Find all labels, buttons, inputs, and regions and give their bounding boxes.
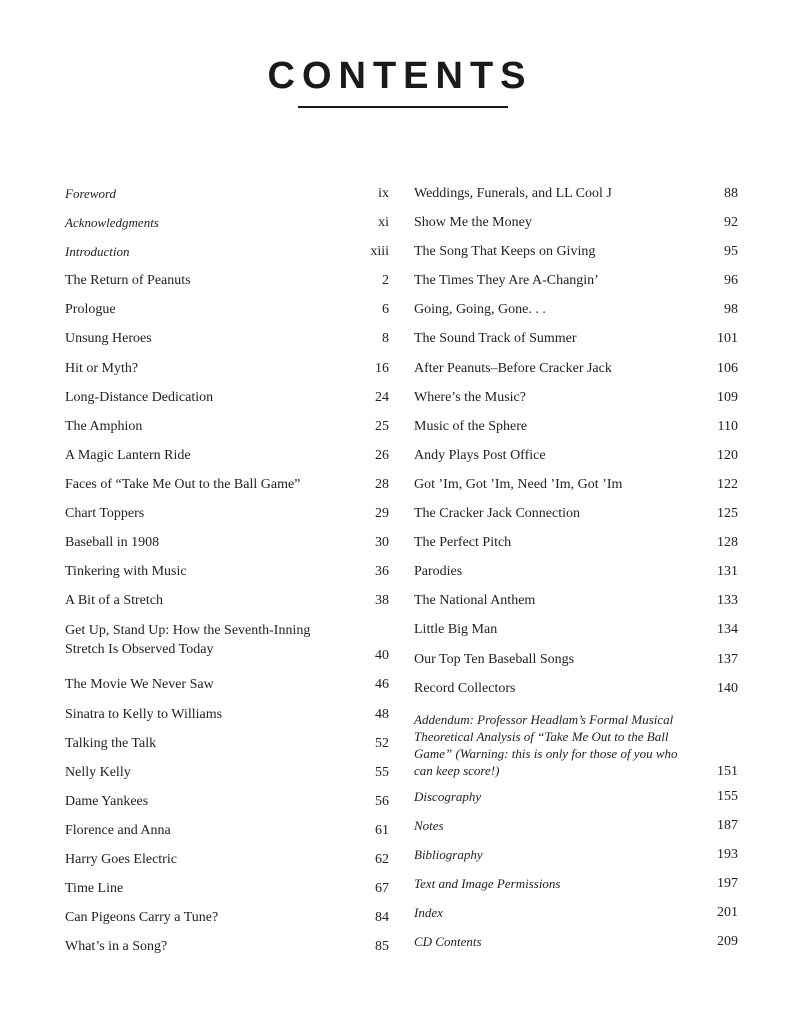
toc-entry — [414, 707, 738, 786]
toc-entry-page: 128 — [717, 535, 738, 551]
page-title: CONTENTS — [267, 55, 533, 97]
toc-entry-title: Index — [414, 905, 443, 921]
toc-entry-page: 56 — [375, 793, 389, 809]
toc-entry — [65, 936, 389, 965]
toc-entry — [65, 270, 389, 299]
toc-entry-page: 101 — [717, 331, 738, 347]
toc-entry-title: Little Big Man — [414, 622, 498, 638]
toc-entry — [65, 907, 389, 936]
toc-entry-title: Music of the Sphere — [414, 418, 528, 434]
toc-entry — [414, 445, 738, 474]
toc-entry-page: ix — [378, 186, 389, 201]
toc-entry-page: 61 — [375, 822, 389, 838]
toc-entry-title: What’s in a Song? — [65, 939, 168, 955]
toc-entry-title: The Amphion — [65, 418, 143, 434]
toc-entry-title: Discography — [414, 788, 482, 804]
toc-entry — [414, 212, 738, 241]
toc-entry-page: 131 — [717, 564, 738, 580]
toc-entry-page: 62 — [375, 851, 389, 867]
toc-entry — [65, 416, 389, 445]
toc-entry-page: 209 — [717, 934, 738, 950]
toc-entry — [65, 474, 389, 503]
toc-entry-title: Notes — [414, 817, 444, 833]
toc-entry — [65, 849, 389, 878]
toc-entry — [414, 270, 738, 299]
toc-entry — [414, 678, 738, 707]
toc-column-left — [65, 183, 389, 965]
toc-entry — [65, 791, 389, 820]
toc-entry-page: 187 — [717, 817, 738, 833]
toc-entry — [414, 328, 738, 357]
toc-entry-title: Acknowledgments — [65, 215, 159, 231]
toc-entry-title: Addendum: Professor Headlam’s Formal Musical Theoretical Analysis of “Take Me Out to the Ball Game” (Warning: this is only for those of you who can keep score!) — [414, 711, 678, 778]
toc-entry-title: Baseball in 1908 — [65, 535, 160, 551]
toc-entry — [65, 445, 389, 474]
toc-entry — [414, 619, 738, 648]
toc-entry — [414, 241, 738, 270]
toc-entry-page: 52 — [375, 735, 389, 751]
title-underline — [298, 106, 508, 108]
toc-entry-page: 155 — [717, 788, 738, 804]
toc-entry-page: 125 — [717, 506, 738, 522]
toc-entry — [414, 873, 738, 902]
toc-entry-page: 84 — [375, 910, 389, 926]
toc-entry — [414, 299, 738, 328]
toc-entry-page: 29 — [375, 506, 389, 522]
toc-entry-page: 26 — [375, 447, 389, 463]
toc-entry — [65, 358, 389, 387]
toc-entry-title: Tinkering with Music — [65, 564, 187, 580]
toc-entry-page: 106 — [717, 360, 738, 376]
toc-entry — [65, 503, 389, 532]
toc-entry-page: 46 — [375, 677, 389, 693]
toc-entry-page: 201 — [717, 905, 738, 921]
toc-entry-page: 28 — [375, 476, 389, 492]
toc-entry-title: Parodies — [414, 564, 463, 580]
toc-entry-page: 88 — [724, 186, 738, 201]
toc-entry-title: Faces of “Take Me Out to the Ball Game” — [65, 476, 301, 492]
toc-entry-title: Get Up, Stand Up: How the Seventh-Inning Stretch Is Observed Today — [65, 623, 311, 658]
toc-entry-page: 98 — [724, 302, 738, 318]
toc-entry — [414, 503, 738, 532]
toc-entry — [65, 674, 389, 703]
toc-entry — [414, 561, 738, 590]
toc-entry — [65, 561, 389, 590]
toc-entry-page: xi — [378, 215, 389, 231]
toc-entry-title: A Magic Lantern Ride — [65, 447, 191, 463]
toc-entry — [414, 416, 738, 445]
toc-entry-title: Show Me the Money — [414, 215, 532, 231]
toc-entry-page: 110 — [717, 418, 738, 434]
toc-entry — [414, 786, 738, 815]
toc-entry-page: 67 — [375, 881, 389, 897]
toc-entry-page: 122 — [717, 476, 738, 492]
toc-entry — [65, 704, 389, 733]
toc-column-right — [414, 183, 738, 960]
toc-entry-title: CD Contents — [414, 934, 482, 950]
toc-entry-page: 38 — [375, 593, 389, 609]
toc-entry-title: Record Collectors — [414, 680, 516, 696]
toc-entry — [65, 532, 389, 561]
toc-entry-title: Sinatra to Kelly to Williams — [65, 706, 223, 722]
toc-entry-title: Foreword — [65, 186, 117, 201]
toc-entry-page: 24 — [375, 389, 389, 405]
toc-entry-title: The Song That Keeps on Giving — [414, 244, 596, 260]
toc-entry-title: Introduction — [65, 244, 130, 260]
toc-entry-title: A Bit of a Stretch — [65, 593, 163, 609]
toc-entry-page: 109 — [717, 389, 738, 405]
toc-entry-page: 55 — [375, 764, 389, 780]
toc-entry-title: Text and Image Permissions — [414, 875, 561, 891]
toc-entry-title: Talking the Talk — [65, 735, 157, 751]
toc-entry-page: 92 — [724, 215, 738, 231]
toc-entry-page: 137 — [717, 651, 738, 667]
toc-entry-title: Dame Yankees — [65, 793, 149, 809]
toc-entry-page: 25 — [375, 418, 389, 434]
toc-entry-title: Andy Plays Post Office — [414, 447, 546, 463]
toc-entry-page: 8 — [382, 331, 389, 347]
toc-entry-title: Florence and Anna — [65, 822, 171, 838]
toc-entry — [65, 619, 389, 674]
toc-entry-title: The Times They Are A-Changin’ — [414, 273, 599, 289]
toc-entry-page: 134 — [717, 622, 738, 638]
toc-entry — [65, 820, 389, 849]
toc-entry-page: 2 — [382, 273, 389, 289]
toc-entry-page: 96 — [724, 273, 738, 289]
toc-entry — [65, 183, 389, 212]
toc-entry — [414, 532, 738, 561]
toc-entry-page: 85 — [375, 939, 389, 955]
toc-entry-title: Nelly Kelly — [65, 764, 131, 780]
toc-entry-title: The Movie We Never Saw — [65, 677, 214, 693]
toc-entry-page: 140 — [717, 680, 738, 696]
toc-entry-title: Hit or Myth? — [65, 360, 139, 376]
toc-entry-title: Time Line — [65, 881, 124, 897]
toc-entry — [414, 815, 738, 844]
toc-entry — [65, 241, 389, 270]
toc-entry-title: Prologue — [65, 302, 116, 318]
toc-entry — [414, 844, 738, 873]
toc-entry — [414, 902, 738, 931]
toc-entry-title: Bibliography — [414, 846, 483, 862]
toc-entry — [65, 762, 389, 791]
toc-entry-title: The Cracker Jack Connection — [414, 506, 580, 522]
toc-entry — [414, 474, 738, 503]
toc-entry — [65, 590, 389, 619]
toc-entry — [65, 733, 389, 762]
toc-entry — [65, 299, 389, 328]
toc-entry-title: Weddings, Funerals, and LL Cool J — [414, 186, 612, 201]
toc-entry — [414, 387, 738, 416]
toc-entry-title: The National Anthem — [414, 593, 536, 609]
toc-entry-page: 193 — [717, 846, 738, 862]
toc-entry-title: The Sound Track of Summer — [414, 331, 577, 347]
toc-entry-page: 95 — [724, 244, 738, 260]
toc-entry — [414, 183, 738, 212]
toc-entry-page: 40 — [375, 648, 389, 664]
toc-entry-title: The Return of Peanuts — [65, 273, 191, 289]
toc-entry-page: 120 — [717, 447, 738, 463]
toc-entry-page: 36 — [375, 564, 389, 580]
toc-entry-title: Unsung Heroes — [65, 331, 152, 347]
toc-entry — [65, 212, 389, 241]
toc-entry-title: Long-Distance Dedication — [65, 389, 214, 405]
toc-entry-title: Our Top Ten Baseball Songs — [414, 651, 575, 667]
toc-entry — [414, 649, 738, 678]
toc-entry — [65, 387, 389, 416]
toc-entry-title: Where’s the Music? — [414, 389, 526, 405]
toc-entry — [414, 931, 738, 960]
toc-entry-page: 151 — [717, 763, 738, 779]
toc-entry-page: xiii — [370, 244, 389, 260]
toc-entry-title: Chart Toppers — [65, 506, 145, 522]
toc-entry-page: 197 — [717, 875, 738, 891]
toc-entry — [65, 328, 389, 357]
toc-entry-title: Got ’Im, Got ’Im, Need ’Im, Got ’Im — [414, 476, 623, 492]
toc-entry-page: 6 — [382, 302, 389, 318]
toc-entry-page: 30 — [375, 535, 389, 551]
toc-entry-page: 48 — [375, 706, 389, 722]
toc-entry-title: Going, Going, Gone. . . — [414, 302, 546, 318]
toc-entry-title: After Peanuts–Before Cracker Jack — [414, 360, 612, 376]
toc-entry — [65, 878, 389, 907]
toc-entry-page: 16 — [375, 360, 389, 376]
toc-entry — [414, 358, 738, 387]
toc-entry-title: Harry Goes Electric — [65, 851, 177, 867]
toc-entry-page: 133 — [717, 593, 738, 609]
toc-entry — [414, 590, 738, 619]
toc-entry-title: Can Pigeons Carry a Tune? — [65, 910, 219, 926]
toc-entry-title: The Perfect Pitch — [414, 535, 512, 551]
